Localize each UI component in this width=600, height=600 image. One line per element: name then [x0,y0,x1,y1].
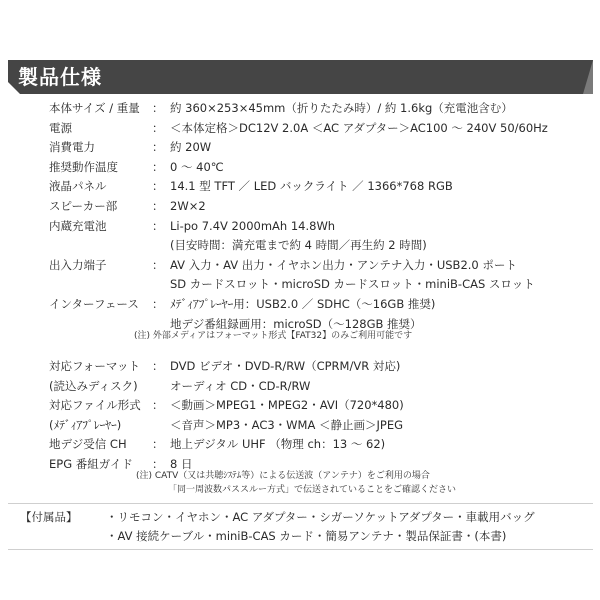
spec-row [0,138,600,156]
spec-colon: ： [152,120,164,135]
spec-value: 地上デジタル UHF （物理 ch：13 ～ 62) [170,437,386,452]
spec-label: インターフェース [49,297,139,311]
spec-colon: ： [152,159,164,174]
spec-row [0,435,600,453]
divider-top [8,503,593,504]
spec-value: ＜動画＞MPEG1・MPEG2・AVI（720*480) [170,398,404,413]
spec-row [0,357,600,375]
spec-label: EPG 番組ガイド [49,457,133,471]
spec-row [0,177,600,195]
spec-colon: ： [152,218,164,233]
spec-row [0,295,600,313]
spec-value: オーディオ CD・CD-R/RW [170,378,311,393]
accessories-line1: ・リモコン・イヤホン・AC アダプター・シガーソケットアダプター・車載用バッグ [106,510,535,524]
spec-row [0,256,600,274]
spec-row [0,275,600,293]
spec-row [0,377,600,395]
spec-value: 2W×2 [170,199,206,213]
spec-label: 対応ファイル形式 [49,398,141,413]
format-note: (注) 外部メディアはフォーマット形式【FAT32】のみご利用可能です [134,331,413,341]
page-title: 製品仕様 [18,65,102,89]
catv-note-line2: 「同一周波数パススルー方式」で伝送されていることをご確認ください [168,485,457,495]
spec-colon: ： [152,437,164,452]
spec-value: 8 日 [170,457,193,471]
spec-label: 本体サイズ / 重量 [49,101,140,115]
spec-value: 14.1 型 TFT ／ LED バックライト ／ 1366*768 RGB [170,179,453,194]
spec-label: スピーカー部 [49,199,118,213]
spec-colon: ： [152,257,164,272]
divider-bottom [8,549,593,550]
spec-value: Li-po 7.4V 2000mAh 14.8Wh [170,218,336,233]
accessories-line2: ・AV 接続ケーブル・miniB-CAS カード・簡易アンテナ・製品保証書・(本書) [106,529,507,543]
spec-value: DVD ビデオ・DVD-R/RW（CPRM/VR 対応) [170,359,401,373]
accessories-label: 【付属品】 [20,510,78,524]
spec-label: 消費電力 [49,140,95,155]
spec-row [0,158,600,176]
spec-value: 約 360×253×45mm（折りたたみ時）/ 約 1.6kg（充電池含む） [170,101,513,115]
spec-value: AV 入力・AV 出力・イヤホン出力・アンテナ入力・USB2.0 ポート [170,257,517,272]
spec-label: 液晶パネル [49,179,107,194]
spec-colon: ： [152,359,164,373]
spec-colon: ： [152,179,164,194]
spec-value: (目安時間：満充電まで約 4 時間／再生約 2 時間) [170,238,427,253]
spec-colon: ： [152,140,164,155]
spec-label: 推奨動作温度 [49,159,118,174]
spec-label: 地デジ受信 CH [49,437,127,452]
spec-colon: ： [152,101,164,115]
spec-value: 約 20W [170,140,212,155]
spec-value: 0 ～ 40℃ [170,159,224,174]
spec-value: ﾒﾃﾞｨｱﾌﾟﾚｰﾔｰ用：USB2.0 ／ SDHC（～16GB 推奨) [170,297,436,311]
spec-colon: ： [152,199,164,213]
spec-row [0,396,600,414]
spec-value: ＜本体定格＞DC12V 2.0A ＜AC アダプター＞AC100 ～ 240V 50/60Hz [170,120,548,135]
spec-row [0,119,600,137]
spec-row [0,197,600,215]
spec-label: 電源 [49,120,72,135]
spec-colon: ： [152,398,164,413]
spec-row [0,416,600,434]
spec-row [0,99,600,117]
spec-row [0,217,600,235]
spec-label: (読込みディスク) [49,378,138,393]
spec-value: SD カードスロット・microSD カードスロット・miniB-CAS スロット [170,277,535,292]
spec-label: 内蔵充電池 [49,218,107,233]
spec-label: 出入力端子 [49,257,107,272]
spec-label: 対応フォーマット [49,359,140,373]
spec-colon: ： [152,457,164,471]
spec-value: ＜音声＞MP3・AC3・WMA ＜静止画＞JPEG [170,417,404,432]
spec-colon: ： [152,297,164,311]
spec-row [0,236,600,254]
catv-note-line1: (注) CATV（又は共聴ｼｽﾃﾑ等）による伝送波（アンテナ）をご利用の場合 [136,471,430,481]
spec-value: 地デジ番組録画用：microSD（～128GB 推奨） [170,316,422,331]
spec-label: (ﾒﾃﾞｨｱﾌﾟﾚｰﾔｰ) [49,417,122,432]
